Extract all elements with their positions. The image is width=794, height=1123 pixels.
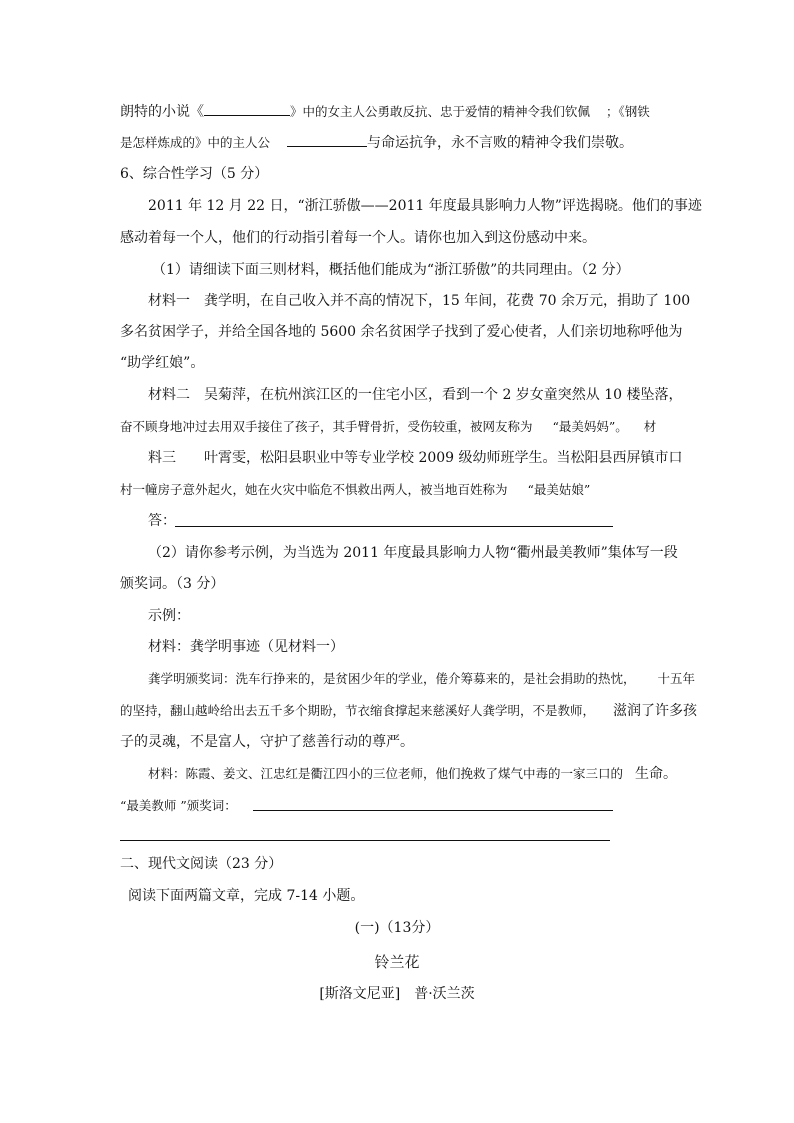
q5-line-1-end: ；《钢铁 xyxy=(606,104,650,119)
q6-intro-1: 2011 年 12 月 22 日，“浙江骄傲——2011 年度最具影响力人物”评选揭晓。他们的事迹 xyxy=(148,198,702,214)
material-2-line-2-text: 奋不顾身地冲过去用双手接住了孩子，其手臂骨折，受伤较重，被网友称为 xyxy=(120,419,533,434)
part-2-heading: 二、现代文阅读（23 分） xyxy=(120,856,283,872)
q6-intro-2: 感动着每一个人，他们的行动指引着每一个人。请你也加入到这份感动中来。 xyxy=(120,230,596,246)
article-author: [斯洛文尼亚] 普·沃兰茨 xyxy=(319,986,475,1002)
award-example-text-2-end: 滋润了许多孩 xyxy=(613,703,698,719)
award-example-line-3: 子的灵魂，不是富人，守护了慈善行动的尊严。 xyxy=(120,734,414,750)
q6-heading: 6、综合性学习（5 分） xyxy=(120,166,269,182)
material-3-line-2-text: 村一幢房子意外起火，她在火灾中临危不惧救出两人，被当地百姓称为 xyxy=(120,482,508,497)
teachers-material-text: 材料：陈霞、姜文、江忠红是衢江四小的三位老师，他们挽救了煤气中毒的一家三口的 xyxy=(148,766,624,781)
award-prompt: “最美教师 ”颁奖词： xyxy=(120,798,237,813)
award-example-text-1-end: 十五年 xyxy=(657,671,696,686)
material-2-line-1: 材料二 吴菊萍，在杭州滨江区的一住宅小区，看到一个 2 岁女童突然从 10 楼坠落， xyxy=(148,387,683,403)
award-example-text-2: 的坚持，翻山越岭给出去五千多个期盼，节衣缩食撑起来慈溪好人龚学明，不是教师， xyxy=(120,703,596,718)
teachers-material-end: 生命。 xyxy=(635,766,678,782)
material-2-line-2-end: 材 xyxy=(643,419,657,434)
example-material: 材料：龚学明事迹（见材料一） xyxy=(148,639,344,655)
q5-line-1 xyxy=(120,101,650,122)
q5-line-1-mid: 》中的女主人公勇敢反抗、忠于爱情的精神令我们钦佩 xyxy=(290,104,591,119)
material-2-nickname: “最美妈妈”。 xyxy=(552,419,628,434)
article-title: 铃兰花 xyxy=(374,953,420,971)
q6-sub-question-2-line-2: 颁奖词。（3 分） xyxy=(120,576,225,592)
q6-sub-question-1: （1）请细读下面三则材料，概括他们能成为“浙江骄傲”的共同理由。（2 分） xyxy=(152,262,630,278)
q5-line-2-end: 与命运抗争，永不言败的精神令我们崇敬。 xyxy=(367,135,634,151)
material-3-nickname: “最美姑娘” xyxy=(527,482,591,497)
example-label: 示例： xyxy=(148,608,190,624)
section-label: (一)（13分） xyxy=(354,920,440,936)
answer-row xyxy=(148,511,176,531)
award-example-line-1 xyxy=(148,669,695,689)
q5-line-2 xyxy=(120,132,633,153)
material-1-line-2: 多名贫困学子，并给全国各地的 5600 余名贫困学子找到了爱心使者，人们亲切地称呼他为 xyxy=(120,324,683,340)
answer-label: 答： xyxy=(148,513,176,529)
answer-line[interactable] xyxy=(175,526,613,527)
material-2-line-2 xyxy=(120,417,656,437)
q6-sub-question-2-line-1: （2）请你参考示例，为当选为 2011 年度最具影响力人物“衢州最美教师”集体写一段 xyxy=(148,545,678,561)
award-example-text-1: 龚学明颁奖词：洗车行挣来的，是贫困少年的学业，倦介筹募来的，是社会捐助的热忱， xyxy=(148,671,636,686)
award-answer-line-2[interactable] xyxy=(120,840,610,841)
material-3-line-2 xyxy=(120,480,590,500)
answer-blank[interactable] xyxy=(204,101,290,116)
part-2-instruction: 阅读下面两篇文章，完成 7-14 小题。 xyxy=(128,888,365,904)
award-example-line-2 xyxy=(120,701,697,721)
teachers-material xyxy=(148,764,677,784)
answer-blank[interactable] xyxy=(287,132,367,147)
material-1-line-3: “助学红娘”。 xyxy=(120,355,205,371)
q5-line-2-start: 是怎样炼成的》中的主人公 xyxy=(120,135,271,150)
material-1-line-1: 材料一 龚学明，在自己收入并不高的情况下，15 年间，花费 70 余万元，捐助了 100 xyxy=(148,293,691,309)
award-answer-line-1[interactable] xyxy=(253,810,613,811)
q5-line-1-start: 朗特的小说《 xyxy=(120,104,204,120)
material-3-line-1: 料三 叶霄雯，松阳县职业中等专业学校 2009 级幼师班学生。当松阳县西屏镇市口 xyxy=(148,450,683,466)
